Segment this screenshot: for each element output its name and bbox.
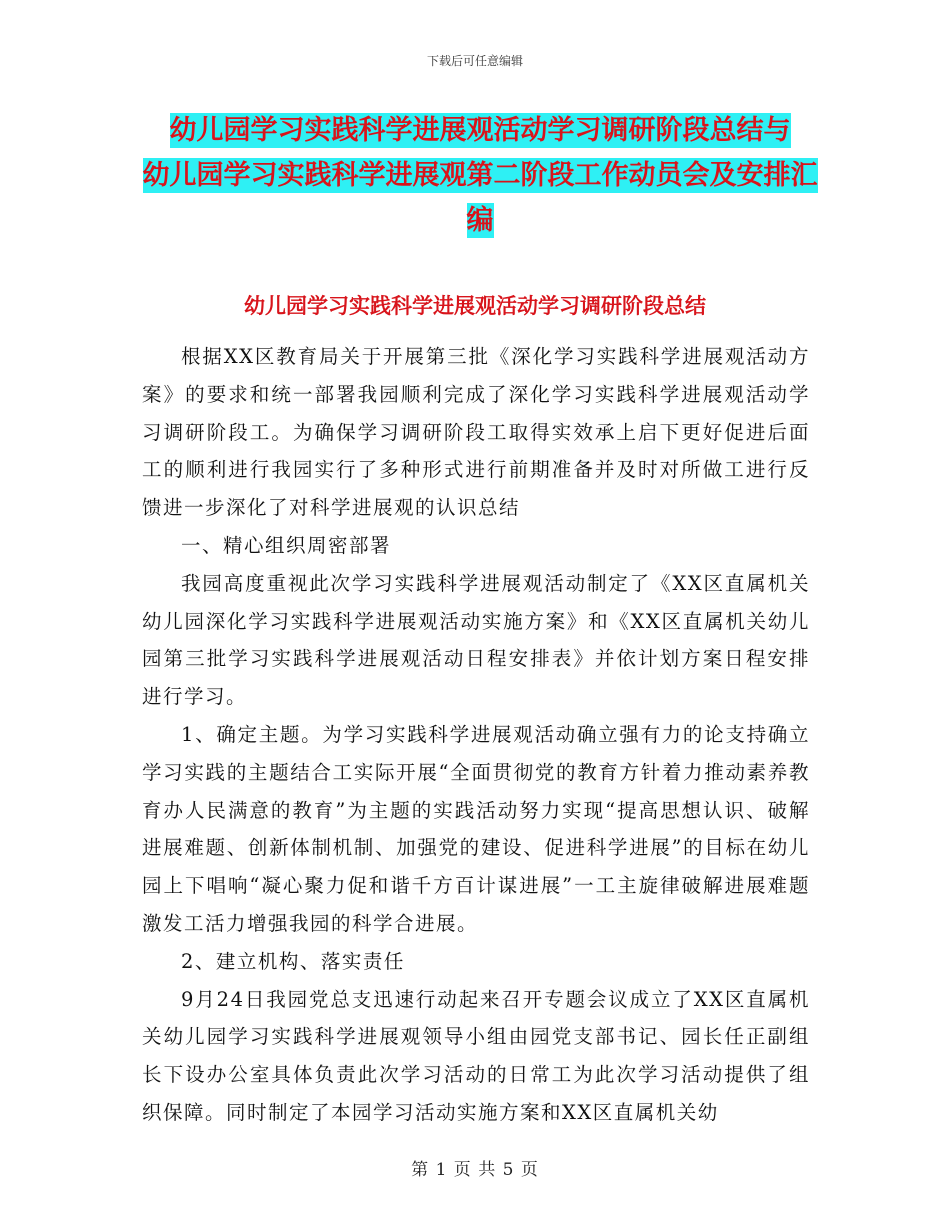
page-footer: 第 1 页 共 5 页 [411,1160,539,1180]
document-title-line-2: 幼儿园学习实践科学进展观第二阶段工作动员会及安排汇 [142,160,818,191]
document-title-line-1: 幼儿园学习实践科学进展观活动学习调研阶段总结与 [169,115,791,146]
body-text [142,338,810,1132]
heading-organization: 一、精心组织周密部署 [181,533,392,557]
page-header: 下载后可任意编辑 [426,54,523,68]
heading-institution: 2、建立机构、落实责任 [181,949,405,973]
document-title-line-3: 编 [466,205,494,236]
paragraph-theme: 1、确定主题。为学习实践科学进展观活动确立强有力的论支持确立学习实践的主题结合工实际开展“全面贯彻党的教育方针着力推动素养教育办人民满意的教育”为主题的实践活动努力实现“提高思想认识、破解进展难题、创新体制机制、加强党的建设、促进科学进展”的目标在幼儿园上下唱响“凝心聚力促和谐千方百计谋进展”一工主旋律破解进展难题激发工活力增强我园的科学合进展。 [142,722,810,935]
paragraph-plan: 我园高度重视此次学习实践科学进展观活动制定了《XX区直属机关幼儿园深化学习实践科学进展观活动实施方案》和《XX区直属机关幼儿园第三批学习实践科学进展观活动日程安排表》并依计划方案日程安排进行学习。 [142,571,810,709]
document-title [140,108,820,243]
section-title: 幼儿园学习实践科学进展观活动学习调研阶段总结 [244,294,706,318]
paragraph-intro: 根据XX区教育局关于开展第三批《深化学习实践科学进展观活动方案》的要求和统一部署我园顺利完成了深化学习实践科学进展观活动学习调研阶段工。为确保学习调研阶段工取得实效承上启下更好促进后面工的顺利进行我园实行了多种形式进行前期准备并及时对所做工进行反馈进一步深化了对科学进展观的认识总结 [142,345,810,520]
paragraph-institution: 9月24日我园党总支迅速行动起来召开专题会议成立了XX区直属机关幼儿园学习实践科学进展观领导小组由园党支部书记、园长任正副组长下设办公室具体负责此次学习活动的日常工为此次学习活动提供了组织保障。同时制定了本园学习活动实施方案和XX区直属机关幼 [142,987,810,1124]
